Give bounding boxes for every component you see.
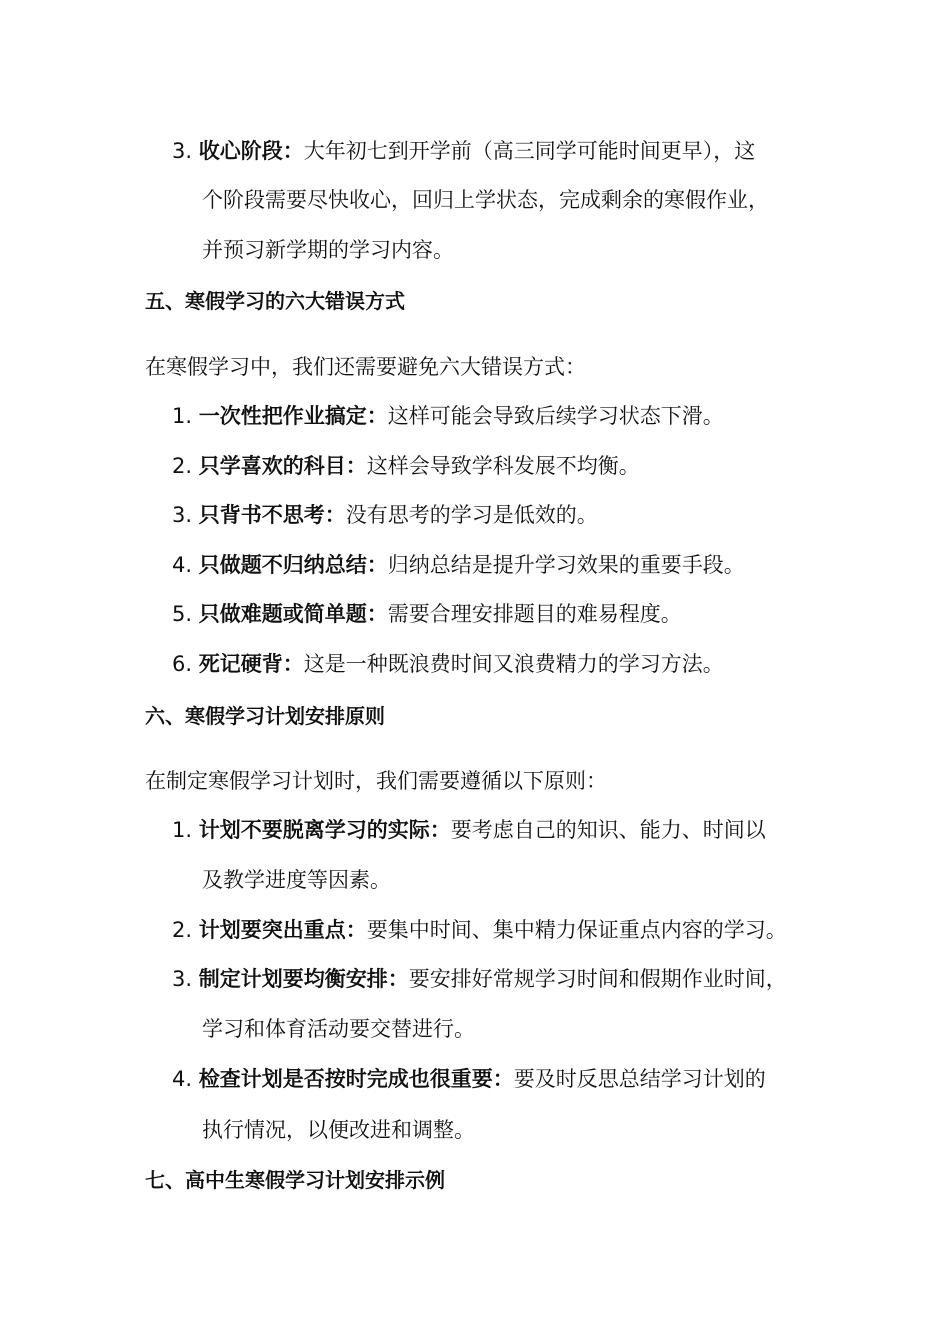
list-number: 3.: [172, 967, 193, 991]
list-term: 计划要突出重点：: [198, 918, 367, 942]
list-item: [172, 816, 766, 844]
list-number: 1.: [172, 818, 193, 842]
list-description: 大年初七到开学前（高三同学可能时间更早），这: [303, 139, 756, 163]
list-term: 检查计划是否按时完成也很重要：: [198, 1067, 514, 1091]
list-item-continuation: 及教学进度等因素。: [202, 868, 391, 892]
list-item: [172, 137, 755, 165]
list-number: 2.: [172, 454, 193, 478]
section-heading: 七、高中生寒假学习计划安排示例: [145, 1168, 445, 1192]
list-number: 4.: [172, 553, 193, 577]
list-description: 要及时反思总结学习计划的: [513, 1067, 766, 1091]
list-term: 一次性把作业搞定：: [198, 404, 388, 428]
list-number: 4.: [172, 1067, 193, 1091]
list-description: 这样可能会导致后续学习状态下滑。: [387, 404, 724, 428]
list-term: 死记硬背：: [198, 652, 304, 676]
list-number: 1.: [172, 404, 193, 428]
list-description: 要集中时间、集中精力保证重点内容的学习。: [366, 918, 787, 942]
list-item: [172, 650, 724, 678]
list-item: [172, 965, 787, 993]
list-term: 只背书不思考：: [198, 503, 346, 527]
section-intro: 在制定寒假学习计划时，我们需要遵循以下原则：: [145, 769, 607, 793]
list-term: 只学喜欢的科目：: [198, 454, 367, 478]
list-number: 6.: [172, 652, 193, 676]
list-item: [172, 452, 640, 480]
list-description: 没有思考的学习是低效的。: [345, 503, 598, 527]
list-description: 要考虑自己的知识、能力、时间以: [450, 818, 766, 842]
list-item: [172, 501, 598, 529]
section-heading: 五、寒假学习的六大错误方式: [145, 289, 405, 313]
section-intro: 在寒假学习中，我们还需要避免六大错误方式：: [145, 355, 586, 379]
list-description: 这是一种既浪费时间又浪费精力的学习方法。: [303, 652, 724, 676]
list-number: 5.: [172, 602, 193, 626]
list-item: [172, 600, 682, 628]
list-term: 只做难题或简单题：: [198, 602, 388, 626]
list-item: [172, 916, 787, 944]
list-term: 收心阶段：: [198, 139, 304, 163]
list-description: 要安排好常规学习时间和假期作业时间，: [408, 967, 787, 991]
list-number: 3.: [172, 503, 193, 527]
list-description: 归纳总结是提升学习效果的重要手段。: [387, 553, 745, 577]
list-description: 这样会导致学科发展不均衡。: [366, 454, 640, 478]
list-item-continuation: 并预习新学期的学习内容。: [202, 238, 454, 262]
list-term: 制定计划要均衡安排：: [198, 967, 409, 991]
list-item-continuation: 执行情况，以便改进和调整。: [202, 1118, 475, 1142]
list-description: 需要合理安排题目的难易程度。: [387, 602, 682, 626]
list-term: 计划不要脱离学习的实际：: [198, 818, 451, 842]
list-item-continuation: 个阶段需要尽快收心，回归上学状态，完成剩余的寒假作业，: [202, 188, 769, 212]
list-item: [172, 1065, 766, 1093]
list-term: 只做题不归纳总结：: [198, 553, 388, 577]
list-number: 2.: [172, 918, 193, 942]
list-item-continuation: 学习和体育活动要交替进行。: [202, 1017, 475, 1041]
list-item: [172, 551, 745, 579]
list-number: 3.: [172, 139, 193, 163]
list-item: [172, 402, 724, 430]
section-heading: 六、寒假学习计划安排原则: [145, 704, 385, 728]
